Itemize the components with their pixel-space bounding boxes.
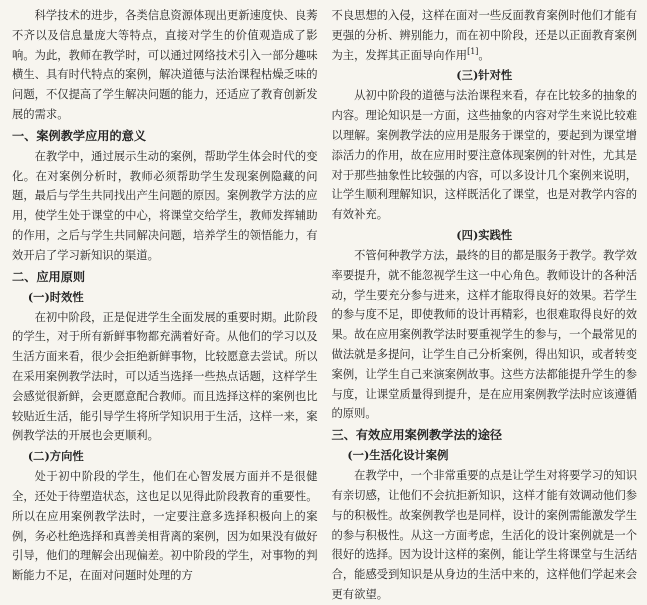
subheading-practicality: (四)实践性 [456, 227, 513, 242]
continued-end: 。 [478, 48, 490, 62]
left-column [12, 6, 318, 583]
section-heading-significance: 一、案例教学应用的意义 [12, 128, 147, 143]
intro-paragraph: 科学技术的进步，各类信息资源体现出更新速度快、良莠不齐以及信息量庞大等特点，直接对学生的价值观造成了影响。为此，教师在教学时，可以通过网络技术引入一部分趣味横生、具有时代特点的案例，解决道德与法治课程枯燥乏味的问题，不仅提高了学生解决问题的能力，还适应了教育创新发展的需求。 [12, 9, 318, 121]
right-column [331, 6, 638, 601]
section-heading-principles: 二、应用原则 [12, 269, 86, 284]
continued-paragraph [332, 6, 638, 65]
subheading-pertinence: (三)针对性 [456, 68, 513, 83]
pertinence-paragraph: 从初中阶段的道德与法治课程来看，存在比较多的抽象的内容。理论知识是一方面，这些抽象的内容对学生来说比较难以理解。案例教学法的应用是服务于课堂的，要起到为课堂增添活力的作用，故在应用时要注意体现案例的针对性，尤其是对于那些抽象性比较强的内容，可以多设计几个案例来说明，让学生顺利理解知识，这样既活化了课堂，也是对教学内容的有效补充。 [331, 89, 637, 222]
continued-text: 不良思想的入侵，这样在面对一些反面教育案例时他们才能有更强的分析、辨别能力，而在初中阶段，还是以正面教育案例为主，发挥其正面导向作用 [331, 9, 637, 62]
significance-paragraph: 在教学中，通过展示生动的案例，帮助学生体会时代的变化。在对案例分析时，教师必须帮助学生发现案例隐藏的问题，最后与学生共同找出产生问题的原因。案例教学方法的应用，使学生处于课堂的中心，将课堂交给学生，教师发挥辅助的作用，之后与学生共同解决问题，培养学生的领悟能力，有效开启了学习新知识的渠道。 [12, 149, 318, 262]
subheading-timeliness: (一)时效性 [27, 289, 84, 304]
practicality-paragraph: 不管何种教学方法，最终的目的都是服务于教学。教学效率要提升，就不能忽视学生这一中心角色。教师设计的各种活动，学生要充分参与进来，这样才能取得良好的效果。若学生的参与度不足，即使教师的设计再精彩，也很难取得良好的效果。故在应用案例教学法时要重视学生的参与，一个最常见的做法就是多提问，让学生自己分析案例，得出知识，或者转变案例，让学生自己来演案例故事。这些方法都能提升学生的参与度，让课堂质量得到提升，是在应用案例教学法时应该遵循的原则。 [331, 248, 637, 421]
timeliness-paragraph: 在初中阶段，正是促进学生全面发展的重要时期。此阶段的学生，对于所有新鲜事物都充满着好奇。从他们的学习以及生活方面来看，很少会拒绝新鲜事物，比较愿意去尝试。所以在采用案例教学法时，可以适当选择一些热点话题，这样学生会感觉很新鲜，会更愿意配合教师。而且选择这样的案例也比较贴近生活，能引导学生将所学知识用于生活，这样一来，案例教学法的开展也会更顺利。 [12, 310, 318, 443]
section-heading-approaches: 三、有效应用案例教学法的途径 [331, 428, 503, 443]
citation-mark: [1] [467, 46, 479, 56]
direction-paragraph: 处于初中阶段的学生，他们在心智发展方面并不是很健全，还处于待塑造状态，这也足以见得此阶段教育的重要性。所以在应用案例教学法时，一定要注意多选择积极向上的案例，务必杜绝选择和真善美相背离的案例，因为如果没有做好引导，他们的理解会出现偏差。初中阶段的学生，对事物的判断能力不足，在面对问题时处理的方 [12, 470, 318, 583]
subheading-life-design: (一)生活化设计案例 [347, 448, 449, 463]
subheading-direction: (二)方向性 [27, 449, 84, 464]
life-design-paragraph: 在教学中，一个非常重要的点是让学生对将要学习的知识有亲切感，让他们不会抗拒新知识，这样才能有效调动他们参与的积极性。故案例教学也是同样，设计的案例需能激发学生的参与积极性。从这一方面考虑，生活化的设计案例就是一个很好的选择。因为设计这样的案例，能让学生将课堂与生活结合，能感受到知识是从身边的生活中来的，这样他们学起来会更有欲望。 [331, 469, 637, 601]
